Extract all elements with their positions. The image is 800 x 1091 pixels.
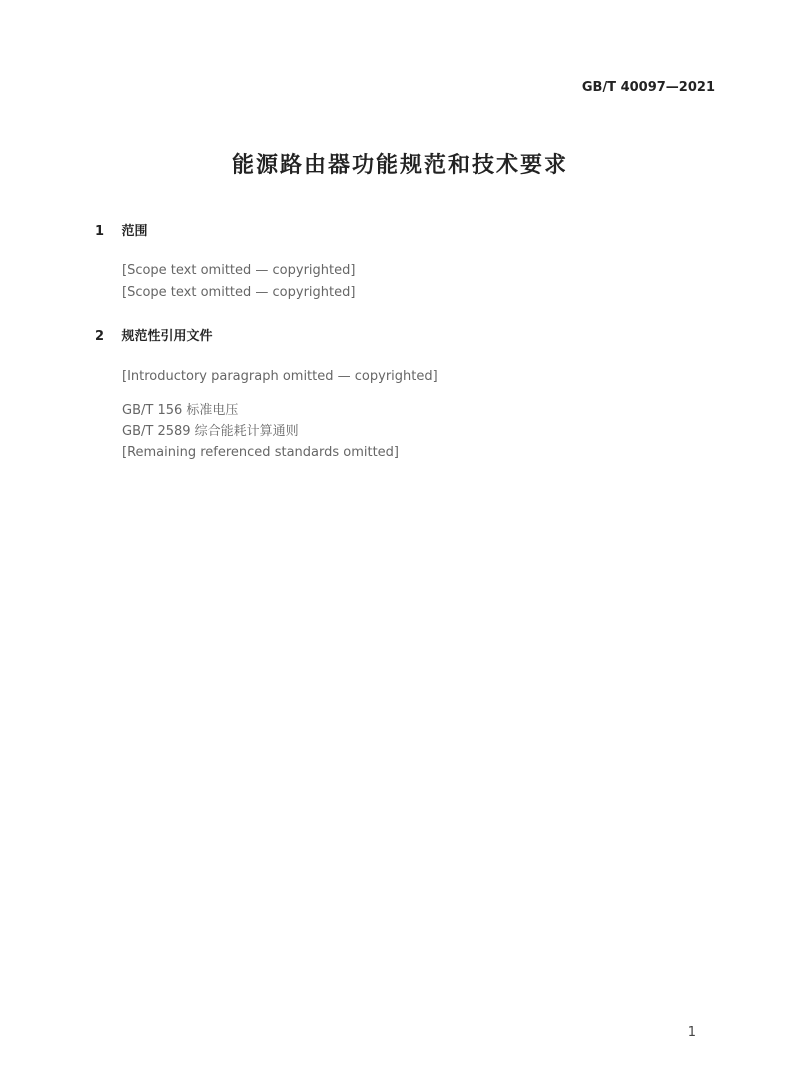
references-intro: [Introductory paragraph omitted — copyrighted]: [122, 369, 438, 384]
reference-item: GB/T 2589 综合能耗计算通则: [122, 424, 299, 439]
section-1-title: 范围: [121, 224, 148, 239]
section-1-number: 1: [95, 224, 105, 239]
section-2-title: 规范性引用文件: [121, 329, 213, 344]
section-2-number: 2: [95, 329, 105, 344]
page-number: 1: [687, 1025, 696, 1040]
scope-paragraph-2: [Scope text omitted — copyrighted]: [122, 285, 356, 300]
section-1-heading: [95, 220, 148, 239]
reference-list: [122, 400, 399, 463]
standard-number: GB/T 40097—2021: [581, 80, 715, 95]
scope-paragraph-1: [Scope text omitted — copyrighted]: [122, 263, 356, 278]
reference-item: GB/T 156 标准电压: [122, 403, 239, 418]
document-title: 能源路由器功能规范和技术要求: [231, 153, 568, 178]
section-2-heading: [95, 325, 213, 344]
reference-item: [Remaining referenced standards omitted]: [122, 445, 400, 460]
